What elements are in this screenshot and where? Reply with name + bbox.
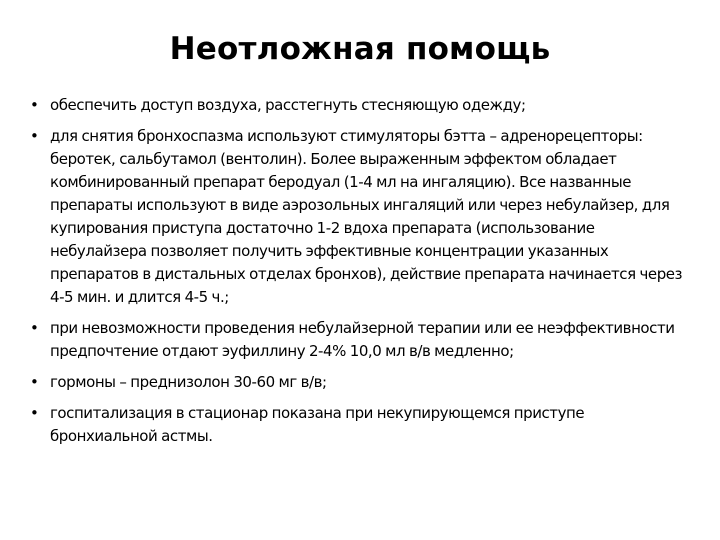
bullet-text: при невозможности проведения небулайзерной терапии или ее неэффективности предпочтение отдают эуфиллину 2-4% 10,0 мл в/в медленно; <box>50 319 675 360</box>
bullet-icon: • <box>30 373 39 391</box>
list-item <box>30 402 690 448</box>
bullet-text: для снятия бронхоспазма используют стимуляторы бэтта – адренорецепторы: беротек, сальбутамол (вентолин). Более выраженным эффектом обладает комбинированный препарат беродуал (1-4 мл на ингаляцию). Все названные препараты используют в виде аэрозольных ингаляций или через небулайзер, для купирования приступа достаточно 1-2 вдоха препарата (использование небулайзера позволяет получить эффективные концентрации указанных препаратов в дистальных отделах бронхов), действие препарата начинается через 4-5 мин. и длится 4-5 ч.; <box>50 127 683 306</box>
bullet-text: гормоны – преднизолон 30-60 мг в/в; <box>50 373 327 391</box>
bullet-icon: • <box>30 127 39 145</box>
bullet-text: госпитализация в стационар показана при некупирующемся приступе бронхиальной астмы. <box>50 404 585 445</box>
bullet-text: обеспечить доступ воздуха, расстегнуть стесняющую одежду; <box>50 96 526 114</box>
list-item <box>30 371 690 394</box>
list-item <box>30 94 690 117</box>
bullet-list <box>30 94 690 456</box>
slide-title: Неотложная помощь <box>169 31 551 67</box>
bullet-icon: • <box>30 404 39 422</box>
bullet-icon: • <box>30 319 39 337</box>
bullet-icon: • <box>30 96 39 114</box>
list-item <box>30 125 690 309</box>
list-item <box>30 317 690 363</box>
